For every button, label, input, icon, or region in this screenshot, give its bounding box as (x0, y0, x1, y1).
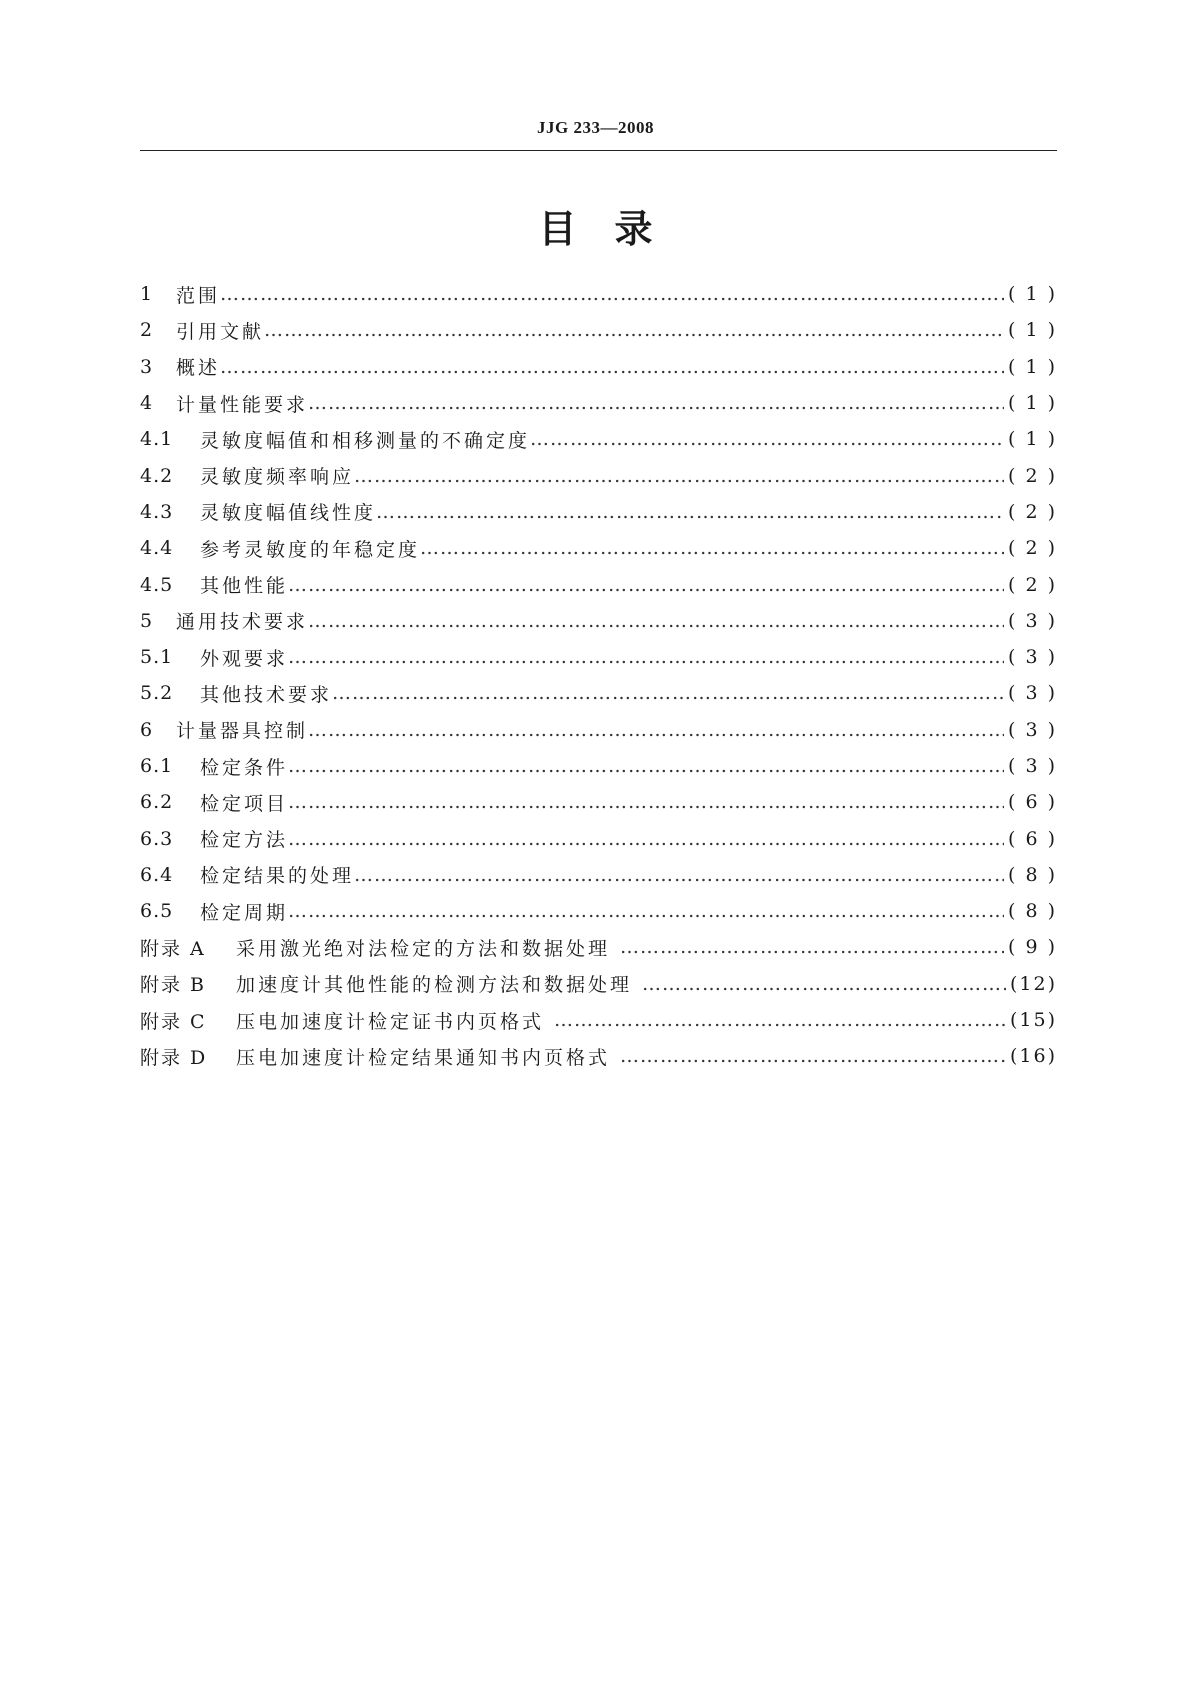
header-rule (140, 150, 1057, 151)
toc-entry[interactable] (140, 784, 1057, 820)
toc-entry-title: 灵敏度幅值和相移测量的不确定度 (200, 429, 531, 452)
toc-leader-dots (308, 610, 1004, 632)
toc-entry-number: 5.1 (140, 646, 174, 669)
toc-entry[interactable] (140, 1002, 1057, 1038)
toc-entry-title: 加速度计其他性能的检测方法和数据处理 (236, 974, 633, 997)
toc-entry-title: 外观要求 (200, 647, 289, 670)
toc-leader-dots (420, 537, 1004, 559)
toc-entry-title: 检定结果的处理 (200, 865, 355, 888)
toc-leader-dots (620, 936, 1004, 958)
toc-entry-page: ( 1 ) (1008, 355, 1057, 378)
toc-entry-number: 6.2 (140, 791, 174, 814)
toc-leader-dots (288, 791, 1004, 813)
toc-entry-page: ( 6 ) (1008, 791, 1057, 814)
toc-entry-page: ( 8 ) (1008, 863, 1057, 886)
page-title: 目 录 (538, 207, 653, 251)
toc-entry[interactable] (140, 421, 1057, 457)
toc-entry-page: ( 3 ) (1008, 646, 1057, 669)
toc-entry-number: 6.3 (140, 827, 174, 850)
toc-entry-number: 2 (140, 319, 154, 342)
toc-entry-number: 4.4 (140, 537, 174, 560)
toc-entry-number: 4.3 (140, 500, 174, 523)
toc-entry[interactable] (140, 712, 1057, 748)
toc-entry[interactable] (140, 748, 1057, 784)
toc-leader-dots (288, 828, 1004, 850)
toc-entry-title: 检定方法 (200, 829, 289, 852)
toc-leader-dots (288, 755, 1004, 777)
toc-leader-dots (620, 1045, 1006, 1067)
toc-leader-dots (354, 465, 1004, 487)
toc-leader-dots (642, 973, 1006, 995)
toc-entry-number: 3 (140, 355, 154, 378)
toc-entry-number: 1 (140, 283, 154, 306)
toc-entry-number: 5 (140, 609, 154, 632)
toc-entry[interactable] (140, 494, 1057, 530)
toc-entry[interactable] (140, 639, 1057, 675)
toc-leader-dots (332, 682, 1004, 704)
toc-leader-dots (288, 646, 1004, 668)
table-of-contents (140, 276, 1057, 1075)
toc-entry-number: 6.5 (140, 900, 174, 923)
toc-leader-dots (376, 501, 1004, 523)
toc-leader-dots (308, 719, 1004, 741)
toc-entry[interactable] (140, 457, 1057, 493)
toc-entry[interactable] (140, 530, 1057, 566)
toc-entry-number: 4.1 (140, 428, 174, 451)
toc-entry-title: 压电加速度计检定结果通知书内页格式 (236, 1046, 611, 1069)
toc-entry[interactable] (140, 1038, 1057, 1074)
toc-entry[interactable] (140, 857, 1057, 893)
toc-leader-dots (530, 428, 1004, 450)
toc-entry[interactable] (140, 566, 1057, 602)
toc-entry-title: 采用激光绝对法检定的方法和数据处理 (236, 937, 611, 960)
toc-entry-number: 附录 B (140, 974, 207, 997)
toc-entry-number: 附录 D (140, 1046, 208, 1069)
toc-entry[interactable] (140, 929, 1057, 965)
toc-entry[interactable] (140, 312, 1057, 348)
toc-entry-number: 附录 A (140, 937, 206, 960)
toc-leader-dots (288, 900, 1004, 922)
toc-entry[interactable] (140, 385, 1057, 421)
toc-leader-dots (220, 356, 1004, 378)
toc-entry-title: 参考灵敏度的年稳定度 (200, 538, 421, 561)
toc-entry-title: 其他技术要求 (200, 683, 333, 706)
toc-entry-page: ( 2 ) (1008, 464, 1057, 487)
toc-entry[interactable] (140, 349, 1057, 385)
toc-entry-number: 5.2 (140, 682, 174, 705)
toc-entry-page: ( 3 ) (1008, 718, 1057, 741)
toc-entry-page: ( 2 ) (1008, 573, 1057, 596)
toc-entry-page: ( 1 ) (1008, 428, 1057, 451)
toc-entry[interactable] (140, 820, 1057, 856)
toc-entry-number: 附录 C (140, 1010, 207, 1033)
toc-entry[interactable] (140, 603, 1057, 639)
toc-entry[interactable] (140, 276, 1057, 312)
toc-entry-title: 概述 (176, 357, 221, 380)
toc-entry-title: 压电加速度计检定证书内页格式 (236, 1010, 545, 1033)
toc-entry-page: (16) (1009, 1045, 1057, 1068)
toc-entry-page: ( 3 ) (1008, 609, 1057, 632)
toc-entry-title: 其他性能 (200, 575, 289, 598)
toc-entry-page: ( 8 ) (1008, 900, 1057, 923)
toc-entry-title: 检定条件 (200, 756, 289, 779)
toc-entry-title: 检定周期 (200, 901, 289, 924)
toc-entry[interactable] (140, 893, 1057, 929)
toc-entry-page: (12) (1009, 972, 1057, 995)
toc-entry-title: 灵敏度频率响应 (200, 466, 355, 489)
toc-entry-number: 6 (140, 718, 154, 741)
toc-leader-dots (354, 864, 1004, 886)
toc-entry-page: ( 6 ) (1008, 827, 1057, 850)
document-code-header: JJG 233—2008 (537, 118, 654, 137)
toc-entry-number: 6.1 (140, 755, 174, 777)
toc-entry-page: ( 1 ) (1008, 283, 1057, 306)
toc-leader-dots (264, 319, 1004, 341)
toc-entry-page: ( 1 ) (1008, 392, 1057, 415)
toc-entry-page: ( 3 ) (1008, 755, 1057, 777)
toc-entry-title: 计量器具控制 (176, 720, 309, 743)
toc-leader-dots (288, 574, 1004, 596)
toc-entry-page: ( 1 ) (1008, 319, 1057, 342)
toc-entry-title: 范围 (176, 284, 221, 307)
toc-entry-title: 引用文献 (176, 320, 265, 343)
toc-entry-page: ( 9 ) (1008, 936, 1057, 959)
toc-entry[interactable] (140, 675, 1057, 711)
toc-entry-title: 检定项目 (200, 792, 289, 815)
toc-entry-page: ( 2 ) (1008, 500, 1057, 523)
toc-entry-number: 4 (140, 392, 154, 415)
toc-entry-page: (15) (1009, 1009, 1057, 1032)
toc-entry-number: 4.2 (140, 464, 174, 487)
toc-leader-dots (554, 1009, 1006, 1031)
toc-leader-dots (308, 392, 1004, 414)
toc-entry-title: 通用技术要求 (176, 611, 309, 634)
toc-leader-dots (220, 283, 1004, 305)
toc-entry-title: 计量性能要求 (176, 393, 309, 416)
toc-entry-number: 6.4 (140, 863, 174, 886)
toc-entry[interactable] (140, 966, 1057, 1002)
toc-entry-title: 灵敏度幅值线性度 (200, 502, 377, 525)
toc-entry-page: ( 2 ) (1008, 537, 1057, 560)
toc-entry-page: ( 3 ) (1008, 682, 1057, 705)
toc-entry-number: 4.5 (140, 573, 174, 596)
